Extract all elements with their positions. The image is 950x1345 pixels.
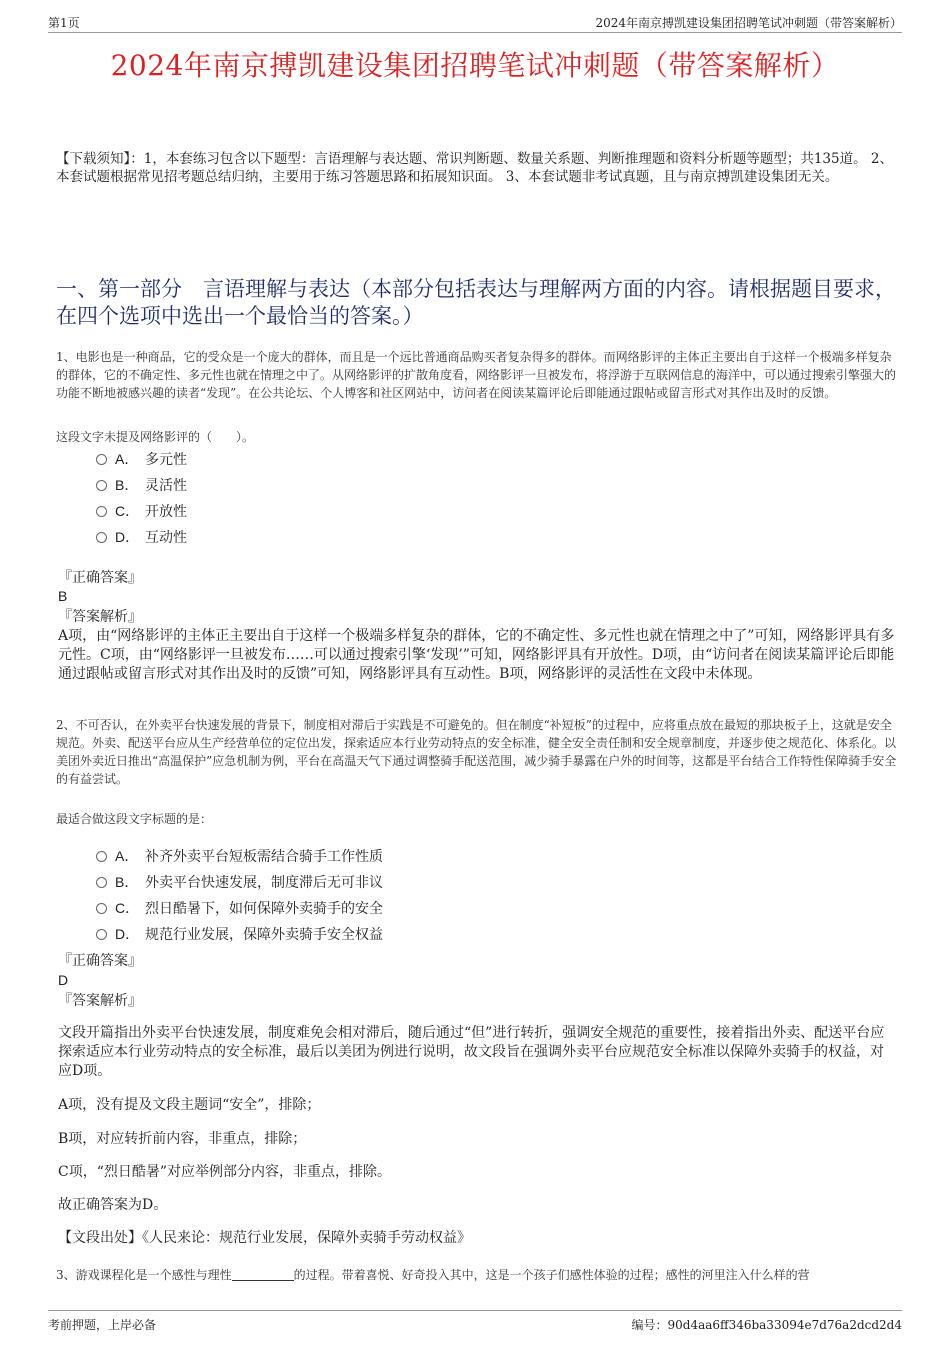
radio-icon[interactable] <box>96 877 107 888</box>
header-doc-title: 2024年南京搏凯建设集团招聘笔试冲刺题（带答案解析） <box>595 16 902 30</box>
question-1-answer-label: 『正确答案』 <box>58 570 142 586</box>
radio-icon[interactable] <box>96 903 107 914</box>
question-2-stem: 2、不可否认，在外卖平台快速发展的背景下，制度相对滞后于实践是不可避免的。但在制度“补短板”的过程中，应将重点放在最短的那块板子上，这就是安全规范。外卖、配送平台应从生产经营单位的定位出发，探索适应本行业劳动特点的安全标准，健全安全责任制和安全规章制度，并逐步使之规范化、体系化。以美团外卖近日推出“高温保护”应急机制为例，平台在高温天气下通过调整骑手配送范围，减少骑手暴露在户外的时间等，这都是平台结合工作特性保障骑手安全的有益尝试。 <box>56 718 897 786</box>
question-2-analysis-label: 『答案解析』 <box>58 993 142 1009</box>
question-2-source: 【文段出处】《人民来论：规范行业发展，保障外卖骑手劳动权益》 <box>58 1230 471 1246</box>
radio-icon[interactable] <box>96 454 107 465</box>
question-1-option-d[interactable]: D． 互动性 <box>96 527 187 547</box>
page-number: 第1页 <box>48 16 80 30</box>
page-header <box>48 14 902 33</box>
download-notice: 【下载须知】：1，本套练习包含以下题型：言语理解与表达题、常识判断题、数量关系题、判断推理题和资料分析题等题型；共135道。 2、本套试题根据常见招考题总结归纳，主要用于练习答题思路和拓展知识面。 3、本套试题非考试真题，且与南京搏凯建设集团无关。 <box>56 151 893 185</box>
question-1-option-c[interactable]: C． 开放性 <box>96 501 187 521</box>
question-2-option-b[interactable]: B． 外卖平台快速发展，制度滞后无可非议 <box>96 872 383 892</box>
question-1-answer: B <box>58 588 68 604</box>
question-2-prompt: 最适合做这段文字标题的是： <box>56 812 213 826</box>
radio-icon[interactable] <box>96 532 107 543</box>
question-2-option-b-note: B项，对应转折前内容，非重点，排除； <box>58 1131 307 1147</box>
page-footer <box>48 1310 902 1333</box>
question-1-stem: 1、电影也是一种商品，它的受众是一个庞大的群体，而且是一个远比普通商品购买者复杂得多的群体。而网络影评的主体正主要出自于这样一个极端多样复杂的群体，它的不确定性、多元性也就在情理之中了。从网络影评的扩散角度看，网络影评一旦被发布，将浮游于互联网信息的海洋中，可以通过搜索引擎强大的功能不断地被感兴趣的读者“发现”。在公共论坛、个人博客和社区网站中，访问者在阅读某篇评论后即能通过跟帖或留言形式对其作出及时的反馈。 <box>56 350 897 400</box>
radio-icon[interactable] <box>96 929 107 940</box>
document-id: 编号：90d4aa6ff346ba33094e7d76a2dcd2d4 <box>631 1318 902 1332</box>
radio-icon[interactable] <box>96 851 107 862</box>
question-1-option-a[interactable]: A． 多元性 <box>96 449 187 469</box>
question-2-analysis: 文段开篇指出外卖平台快速发展，制度难免会相对滞后，随后通过“但”进行转折，强调安全规范的重要性，接着指出外卖、配送平台应探索适应本行业劳动特点的安全标准，最后以美团为例进行说明，故文段旨在强调外卖平台应规范安全标准以保障外卖骑手的权益，对应D项。 <box>58 1025 885 1079</box>
footer-slogan: 考前押题，上岸必备 <box>48 1318 157 1332</box>
question-1-analysis-label: 『答案解析』 <box>58 609 142 625</box>
question-2-conclusion: 故正确答案为D。 <box>58 1197 168 1213</box>
fill-blank <box>232 1268 294 1281</box>
question-2-option-a-note: A项，没有提及文段主题词“安全”，排除； <box>58 1097 321 1113</box>
question-2-option-c[interactable]: C． 烈日酷暑下，如何保障外卖骑手的安全 <box>96 898 383 918</box>
section-heading: 一、第一部分 言语理解与表达（本部分包括表达与理解两方面的内容。请根据题目要求，在四个选项中选出一个最恰当的答案。） <box>56 277 896 328</box>
radio-icon[interactable] <box>96 506 107 517</box>
question-2-option-c-note: C项，“烈日酷暑”对应举例部分内容，非重点，排除。 <box>58 1164 392 1180</box>
question-2-option-a[interactable]: A． 补齐外卖平台短板需结合骑手工作性质 <box>96 846 383 866</box>
question-2-option-d[interactable]: D． 规范行业发展，保障外卖骑手安全权益 <box>96 924 383 944</box>
radio-icon[interactable] <box>96 480 107 491</box>
question-2-answer: D <box>58 972 69 988</box>
question-1-analysis: A项，由“网络影评的主体正主要出自于这样一个极端多样复杂的群体，它的不确定性、多元性也就在情理之中了”可知，网络影评具有多元性。C项，由“网络影评一旦被发布……可以通过搜索引擎‘发现’”可知，网络影评具有开放性。D项，由“访问者在阅读某篇评论后即能通过跟帖或留言形式对其作出及时的反馈”可知，网络影评具有互动性。B项，网络影评的灵活性在文段中未体现。 <box>58 628 895 682</box>
page-title: 2024年南京搏凯建设集团招聘笔试冲刺题（带答案解析） <box>110 49 840 82</box>
question-3-stem: 3、游戏课程化是一个感性与理性 的过程。带着喜悦、好奇投入其中，这是一个孩子们感性体验的过程；感性的河里注入什么样的营 <box>56 1268 810 1282</box>
question-2-answer-label: 『正确答案』 <box>58 953 142 969</box>
question-1-option-b[interactable]: B． 灵活性 <box>96 475 187 495</box>
question-1-prompt: 这段文字未提及网络影评的（ ）。 <box>56 430 255 444</box>
